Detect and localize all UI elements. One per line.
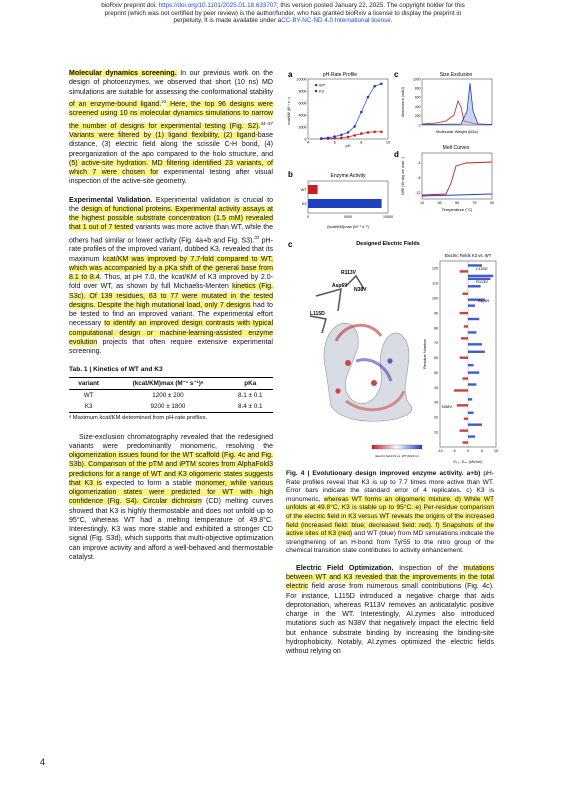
table-header: (kcat/KM)max (M⁻¹ s⁻¹)ᵃ xyxy=(132,379,204,387)
ef-bar xyxy=(464,325,468,327)
data-point xyxy=(380,83,383,86)
ef-y-ticks xyxy=(432,267,438,435)
label-asp69: Asp69 xyxy=(332,283,348,289)
tick-label: 6 xyxy=(333,140,336,145)
table-row: WT 1200 ± 200 8.1 ± 0.1 xyxy=(83,391,263,399)
tick-label: 0 xyxy=(418,123,421,128)
ef-bar xyxy=(461,337,468,339)
tick-label: 8 xyxy=(360,140,363,145)
table-header: variant xyxy=(78,379,100,387)
table-row: K3 9200 ± 1800 8.4 ± 0.1 xyxy=(69,401,273,413)
data-point xyxy=(373,85,376,88)
tick-label: 1000 xyxy=(412,77,421,82)
preprint-header xyxy=(0,2,566,25)
bar xyxy=(308,199,382,208)
data-point xyxy=(320,137,323,140)
tick-label: 110 xyxy=(432,281,438,286)
panel-label-a: a xyxy=(288,71,293,79)
sec-y-label: Absorbance (mAU) xyxy=(401,87,405,117)
ef-plot xyxy=(422,261,498,464)
sec-wt-line xyxy=(422,101,492,125)
license-link[interactable]: CC-BY-NC-ND 4.0 International license xyxy=(281,17,391,25)
tick-label: 50 xyxy=(434,370,438,375)
figure-caption: Fig. 4 | Evolutionary design improved enzyme activity. a+b) pH-Rate profiles reveal that K3 is up to 7.7 times more active than WT. Error bars indicate the standard error of 4 replicates. c) K3 is monomeric, whereas WT forms an oligomeric mixture. d) While WT unfolds at 49.8°C, K3 is stable up to 95°C. e) Per-residue comparison of the electric field in K3 versus WT reveals the origins of the increased field (increased field: blue; decreased field: red). f) Snapshots of the active sites of K3 (red) and WT (blue) from MD simulations indicate the strengthening of an H-bond from Tyr55 to the nitro group of the chemical transition state contributes to activity enhancement. xyxy=(286,470,494,555)
ef-bar xyxy=(468,364,474,366)
ef-bars xyxy=(454,264,493,443)
panel-label-b: b xyxy=(288,170,293,179)
tick-label: 0 xyxy=(307,215,309,219)
ef-bar xyxy=(468,423,482,425)
tick-label: 600 xyxy=(414,95,421,100)
ph-rate-series xyxy=(320,83,383,141)
ph-rate-plot xyxy=(287,77,390,148)
header-line3: perpetuity. It is made available under aCC-BY-NC-ND 4.0 International license. xyxy=(173,17,393,25)
ef-x-label: Eₖ₃ - Eᵥᵥₜ (MV/cm) xyxy=(453,460,483,464)
tick-label: 10 xyxy=(434,430,438,435)
figure-4 xyxy=(286,71,498,467)
ef-label-l115d: L115D xyxy=(476,266,488,271)
tick-label: 10000 xyxy=(296,77,307,82)
data-point xyxy=(367,96,370,99)
ef-bar xyxy=(468,343,482,345)
tick-label: 2000 xyxy=(298,125,307,130)
tick-label: 5 xyxy=(481,449,483,453)
ef-bar xyxy=(460,429,468,431)
ef-bar xyxy=(454,389,468,391)
ef-bar xyxy=(468,304,475,306)
residue-sphere xyxy=(335,388,340,393)
tick-label: -4 xyxy=(417,161,421,165)
tick-label: 120 xyxy=(432,266,438,271)
label-r113v: R113V xyxy=(341,270,357,276)
legend-k3-marker xyxy=(315,90,318,93)
melt-wt-line xyxy=(422,162,492,195)
ef-y-label: Residue Number xyxy=(422,338,427,370)
tick-label: 10000 xyxy=(383,215,393,219)
table-header: pKa xyxy=(244,379,257,387)
ph-rate-x-label: pH xyxy=(345,143,351,148)
ef-bar xyxy=(468,371,479,373)
ef-bar xyxy=(468,318,479,320)
activity-frame xyxy=(308,181,388,213)
tick-label: 70 xyxy=(434,341,438,346)
melt-x-label: Temperature (°C) xyxy=(441,207,473,212)
tick-label: 4000 xyxy=(298,113,307,118)
tick-label: 4 xyxy=(306,140,310,145)
ef-title: Electric Fields K3 vs. WT xyxy=(444,253,492,258)
melt-ticks xyxy=(415,161,494,205)
paragraph-electric-field: Electric Field Optimization. Inspection of the mutations between WT and K3 revealed that the improvements in the total electric field arose from numerous small contributions (Fig. 4c). For instance, L115D introduced a negative charge that aids deprotonation, whereas R113V removes an anticatalytic positive charge in the WT. Interestingly, AI.zymes also introduced mutations such as N38V that negatively impact the electric field but enhance substrate binding by increasing the binding-site hydrophobicity. Notably, AI.zymes optimized the electric fields without relying on xyxy=(286,564,494,656)
tick-label: 8000 xyxy=(298,89,307,94)
colorbar-label: Electric field K3 vs. WT (MV/cm) xyxy=(375,454,419,458)
ef-bar xyxy=(468,351,485,353)
tick-label: 70 xyxy=(472,201,477,205)
ef-bar xyxy=(468,398,472,400)
ef-bar xyxy=(468,275,493,277)
legend-wt-label: WT xyxy=(319,82,326,88)
data-point xyxy=(347,131,350,134)
protein-structure xyxy=(310,270,412,421)
tick-label: -10 xyxy=(437,449,443,453)
tick-label: 200 xyxy=(414,114,421,119)
colorbar-gradient xyxy=(372,445,422,449)
tick-label: -5 xyxy=(452,449,456,453)
designed-fields-title: Designed Electric Fields xyxy=(356,241,420,247)
category-label: K3 xyxy=(301,202,307,206)
header-line1: bioRxiv preprint doi: https://doi.org/10.1101/2025.01.18.633707; this version posted January 22, 2025. The copyright holder for this xyxy=(101,2,465,9)
sec-y-ticks xyxy=(413,77,421,127)
data-point xyxy=(360,132,363,135)
ef-bar xyxy=(464,418,468,420)
label-n38v: N38V xyxy=(354,287,367,293)
ef-bar xyxy=(462,377,468,379)
tick-label: 80 xyxy=(434,326,438,331)
melt-frame xyxy=(422,153,492,199)
data-point xyxy=(340,137,343,140)
sidechain-r113v xyxy=(316,289,341,311)
ef-bar xyxy=(460,312,468,314)
ef-x-ticks xyxy=(437,449,498,453)
tick-label: 100 xyxy=(432,296,438,301)
ph-rate-y-label: kcat/KM (M⁻¹ s⁻¹) xyxy=(287,97,291,125)
residue-sphere xyxy=(345,360,351,366)
sec-x-label: Molecular Weight (kDa) xyxy=(436,129,478,134)
sidechain-l115d xyxy=(310,316,326,333)
ef-bar xyxy=(468,435,475,437)
tick-label: 10 xyxy=(420,201,424,205)
ef-bar xyxy=(462,441,468,443)
ph-rate-legend xyxy=(315,83,326,94)
panel-label-d: d xyxy=(394,150,399,159)
ef-bar xyxy=(468,383,476,385)
data-point xyxy=(353,134,356,137)
melt-title: Melt Curves xyxy=(442,145,470,151)
kinetics-table xyxy=(69,377,273,414)
tick-label: -12 xyxy=(415,191,421,195)
label-l115d: L115D xyxy=(310,311,325,317)
panel-label-c: c xyxy=(394,71,399,79)
melt-plot xyxy=(401,153,494,212)
paragraph-size-exclusion: Size-exclusion chromatography revealed that the redesigned variants were predominantly monomeric, resolving the oligomerization issues found for the WT scaffold (Fig. 4c and Fig. S3b). Comparison of the pTM and iPTM scores from AlphaFold3 predictions for a range of WT and K3 oligomeric states suggests that K3 is expected to form a stable monomer, while various oligomerization states were predicted for WT with high confidence (Fig. S4). Circular dichroism (CD) melting curves showed that K3 is highly thermostable and does not unfold up to 95°C, whereas WT had a melting temperature of 49.8°C. Interestingly, K3 was more stable and exhibited a stronger CD signal (Fig. S3d), which supports that multi-objective optimization can improve activity and afford a well-behaved and thermostable catalyst. xyxy=(69,433,273,561)
tick-label: 60 xyxy=(434,356,438,361)
residue-sphere xyxy=(387,358,392,363)
legend-wt-marker xyxy=(315,84,318,87)
colorbar xyxy=(372,445,422,458)
ef-bar xyxy=(468,412,474,414)
activity-title: Enzyme Activity xyxy=(330,173,366,179)
ph-rate-y-ticks xyxy=(297,77,307,141)
data-point xyxy=(327,137,330,140)
ef-bar xyxy=(460,357,468,359)
sec-title: Size Exclusion xyxy=(439,72,473,78)
paragraph-experimental-validation: Experimental Validation. Experimental validation is crucial to the design of functional proteins. Experimental activity assays at the highest possible substrate concentration (1.5 mM) revealed that 1 out of 7 tested variants was more active than WT, while the others had similar or lower activity (Fig. 4a+b and Fig. S3).$^{32}$ pH-rate profiles of the improved variant, dubbed K3, revealed that its maximum kcat/KM was improved by 7.7-fold compared to WT, which was accompanied by a pKa shift of the general base from 8.1 to 8.4. Thus, at pH 7.0, the kcat/KM of K3 improved by 2.0-fold over WT, as shown by full Michaelis-Menten kinetics (Fig. S3c). Of 139 residues, 63 to 77 were mutated in the tested designs. Despite the high mutational load, only 7 designs had to be tested to find an improved variant. The experimental effort necessary to identify an improved design contrasts with typical computational design or machine-learning-assisted enzyme evolution projects that often require extensive experimental screening. xyxy=(69,196,274,356)
activity-x-label: (kcat/KM)max (M⁻¹ s⁻¹) xyxy=(327,224,369,229)
left-column xyxy=(69,69,273,571)
activity-plot xyxy=(301,181,393,229)
bar xyxy=(308,185,318,194)
activity-ticks xyxy=(307,215,393,219)
tick-label: 30 xyxy=(434,400,438,405)
legend-k3-label: K3 xyxy=(319,88,324,94)
ef-label-n38v: N38V xyxy=(442,404,453,409)
ef-label-asp69: Asp69 xyxy=(478,298,490,303)
tick-label: 30 xyxy=(437,201,442,205)
ef-bar xyxy=(468,285,481,287)
table-footnote: ᵃ Maximum kcat/KM determined from pH-rate profiles. xyxy=(69,415,208,422)
series-line xyxy=(321,84,381,139)
category-label: WT xyxy=(300,188,307,192)
data-point xyxy=(347,136,350,139)
ef-bar xyxy=(460,270,468,272)
data-point xyxy=(373,131,376,134)
data-point xyxy=(380,131,383,134)
data-point xyxy=(333,135,336,138)
tick-label: 800 xyxy=(414,86,421,91)
ef-bar xyxy=(457,404,468,406)
tick-label: 90 xyxy=(490,201,494,205)
tick-label: 20 xyxy=(434,415,438,420)
tick-label: 6000 xyxy=(298,101,307,106)
activity-bars xyxy=(301,185,382,208)
ef-bar xyxy=(468,331,476,333)
page-number: 4 xyxy=(40,757,46,767)
header-line2: preprint (which was not certified by peer review) is the author/funder, who has granted bioRxiv a license to display the preprint in xyxy=(104,9,462,17)
right-column xyxy=(286,470,494,665)
sec-frame xyxy=(422,79,492,125)
residue-sphere xyxy=(371,380,377,386)
tick-label: 10 xyxy=(494,449,498,453)
tick-label: 5000 xyxy=(344,215,352,219)
ph-rate-title: pH-Rate Profile xyxy=(322,72,358,78)
tick-label: 400 xyxy=(414,104,421,109)
ef-bar xyxy=(462,293,468,295)
data-point xyxy=(340,134,343,137)
data-point xyxy=(353,125,356,128)
table-title: Tab. 1 | Kinetics of WT and K3 xyxy=(69,366,163,374)
tick-label: 90 xyxy=(434,311,438,316)
data-point xyxy=(367,131,370,134)
tick-label: 0 xyxy=(304,137,307,142)
tick-label: -8 xyxy=(417,176,421,180)
doi-link[interactable]: https://doi.org/10.1101/2025.01.18.633707 xyxy=(158,2,277,9)
tick-label: 10 xyxy=(385,140,391,145)
sec-plot xyxy=(401,77,492,134)
tick-label: 0 xyxy=(467,449,469,453)
paragraph-md-screening: Molecular dynamics screening. In our previous work on the design of photoenzymes, we observed that short (10 ns) MD simulations are suitable for assessing the conformational stability of an enzyme-bound ligand.$^{22}$ Here, the top 96 designs were screened using 10 ns molecular dynamics simulations to narrow the number of designs for experimental testing (Fig. S2).$^{34-37}$ Variants were filtered by (1) ligand flexibility, (2) ligand-base distance, (3) electric field along the scissile C-H bond, (4) preorganization of the apo compared to the holo structure, and (5) active-site hydration. MD filtering identified 23 variants, of which 7 were chosen for experimental testing after visual inspection of the active-site geometry. xyxy=(69,70,273,186)
melt-y-label: MRE (10³ deg cm² dmol⁻¹) xyxy=(401,157,405,195)
panel-label-e: c xyxy=(288,240,293,249)
tick-label: 50 xyxy=(455,201,459,205)
tick-label: 40 xyxy=(434,385,438,390)
data-point xyxy=(360,111,363,114)
ef-label-r113v: R113V xyxy=(476,279,488,284)
